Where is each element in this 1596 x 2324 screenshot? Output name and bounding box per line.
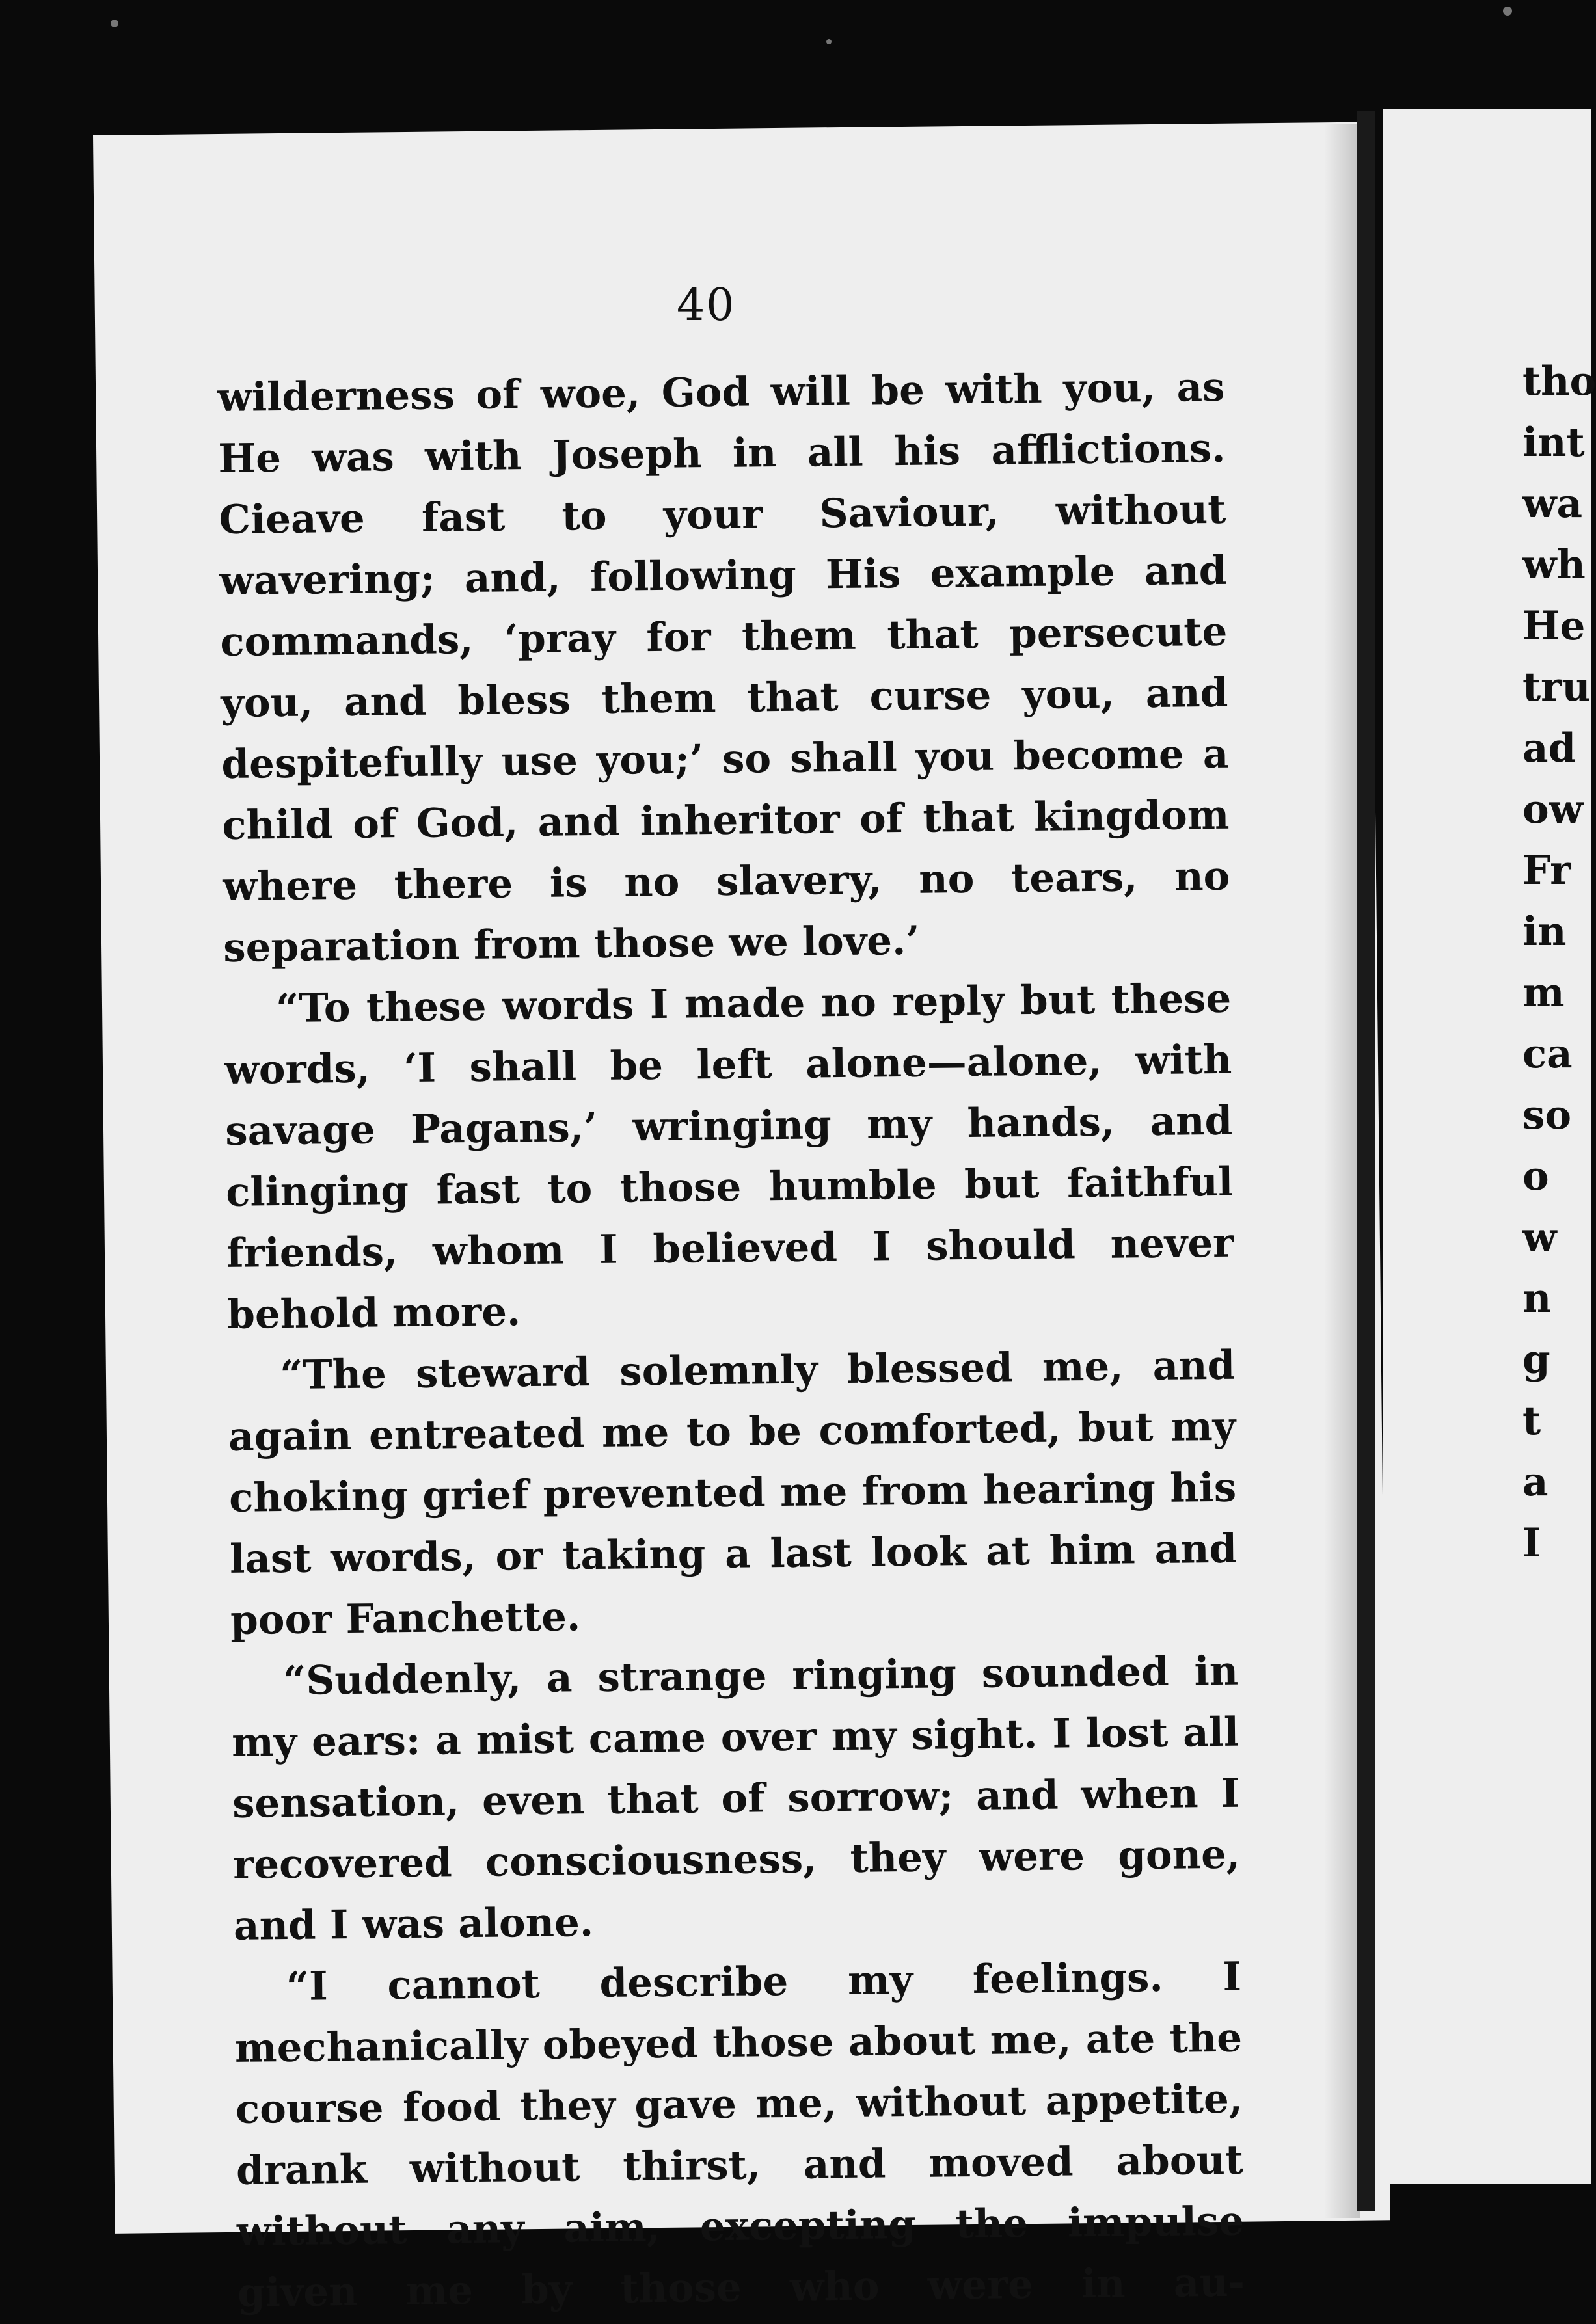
paragraph-2: “To these words I made no reply but these words, ‘I shall be left alone—alone, with savage Pagans,’ wringing my hands, and clinging fast to those humble but faithful friends, whom I believed I should never behold more. (224, 975, 1234, 1338)
right-fragment-line: int (1522, 420, 1585, 466)
right-fragment-line: in (1522, 909, 1567, 955)
right-fragment-line: tru (1522, 664, 1591, 710)
right-fragment-line: w (1522, 1214, 1557, 1261)
right-fragment-line: ca (1522, 1031, 1573, 1077)
right-fragment-line: He (1522, 603, 1586, 649)
right-fragment-line: wa (1522, 481, 1583, 527)
book-gutter (1357, 111, 1375, 2211)
right-page-text-fragments (1522, 351, 1596, 1574)
right-fragment-line: I (1522, 1520, 1541, 1566)
right-fragment-line: t (1522, 1398, 1541, 1444)
right-fragment-line: a (1522, 1459, 1549, 1505)
dust-speck (1503, 7, 1512, 16)
paragraph-4: “Suddenly, a strange ringing sounded in my ears: a mist came over my sight. I lost all sensation, even that of sorrow; and when I recovered consciousness, they were gone, and I was alone. (231, 1648, 1241, 1949)
right-fragment-line: ad (1522, 725, 1576, 771)
right-fragment-line: wh (1522, 542, 1586, 588)
paragraph-1: wilderness of woe, God will be with you, as He was with Joseph in all his afflictions. Cieave fast to your Saviour, without wavering; and, following His example and commands, ‘pray for them that persecute you, and bless them that curse you, and despitefully use you;’ so shall you become a child of God, and inheritor of that kingdom where there is no slavery, no tears, no separation from those we love.’ (217, 364, 1230, 971)
page-number: 40 (677, 280, 736, 331)
right-fragment-line: m (1522, 970, 1565, 1016)
paragraph-5: “I cannot describe my feelings. I mechanically obeyed those about me, ate the course food they gave me, without appetite, drank without thirst, and moved about without any aim, excepting the impulse given me by those who were in au- (234, 1953, 1245, 2316)
right-fragment-line: tho (1522, 358, 1596, 405)
right-fragment-line: g (1522, 1337, 1550, 1383)
right-fragment-line: n (1522, 1276, 1552, 1322)
body-text (217, 357, 1245, 2324)
right-fragment-line: o (1522, 1153, 1549, 1199)
paragraph-3: “The steward solemnly blessed me, and again entreated me to be comforted, but my choking grief prevented me from hearing his last words, or taking a last look at him and poor Fanchette. (228, 1342, 1238, 1644)
right-fragment-line: ow (1522, 786, 1584, 833)
dust-speck (111, 20, 118, 27)
right-fragment-line: Fr (1522, 848, 1571, 894)
dust-speck (826, 39, 832, 44)
right-fragment-line: so (1522, 1092, 1572, 1138)
gutter-shadow (1324, 124, 1360, 2218)
